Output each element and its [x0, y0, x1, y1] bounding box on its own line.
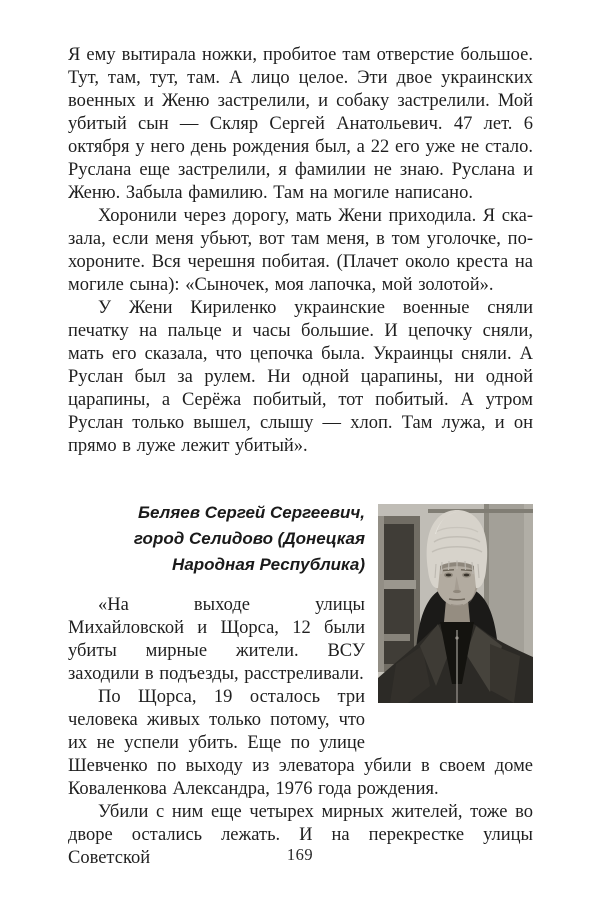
paragraph: «На выходе улицы Михайловской и Щорса, 12 были убиты мирные жители. ВСУ заходили в подъезды, расстреливали. — [68, 595, 365, 684]
portrait-photo — [378, 504, 533, 703]
caption-line: город Селидово (Донецкая — [133, 529, 365, 548]
page-number: 169 — [286, 845, 314, 864]
paragraph: Хоронили через дорогу, мать Жени приходила. Я сказала, если меня убьют, вот там меня, в том уголочке, похороните. Вся черешня побитая. (Плачет около креста на могиле сына): «Сыночек, моя лапочка, мой золотой». — [68, 206, 533, 295]
paragraph: Убили с ним еще четырех мирных жителей, тоже во дворе остались лежать. И на перекрестке улицы Советской — [68, 802, 533, 868]
paragraph: Я ему вытирала ножки, пробитое там отверстие большое. Тут, там, тут, там. А лицо целое. Эти двое украинских военных и Женю застрелили, и собаку застрелили. Мой убитый сын — Скляр Сергей Анатольевич. 47 лет. 6 октября у него день рождения был, а 22 его уже не стало. Руслана еще застрелили, я фамилии не знаю. Руслана и Женю. Забыла фамилию. Там на могиле написано. — [68, 45, 533, 203]
paragraph: У Жени Кириленко украинские военные сняли печатку на пальце и часы большие. И цепочку сняли, мать его сказала, что цепочка была. Украинцы сняли. А Руслан был за рулем. Ни одной царапины, ни одной царапины, а Серёжа побитый, тот побитый. А утром Руслан только вышел, слышу — хлоп. Там лужа, и он прямо в луже лежит убитый». — [68, 298, 533, 456]
caption-line: Народная Республика) — [172, 555, 365, 574]
caption-line: Беляев Сергей Сергеевич, — [137, 503, 365, 522]
paragraph: По Щорса, 19 осталось три человека живых только потому, что их не успели убить. Еще по улице Шевченко по выходу из элеватора убили в своем доме Коваленкова Александра, 1976 года рождения. — [68, 687, 533, 799]
